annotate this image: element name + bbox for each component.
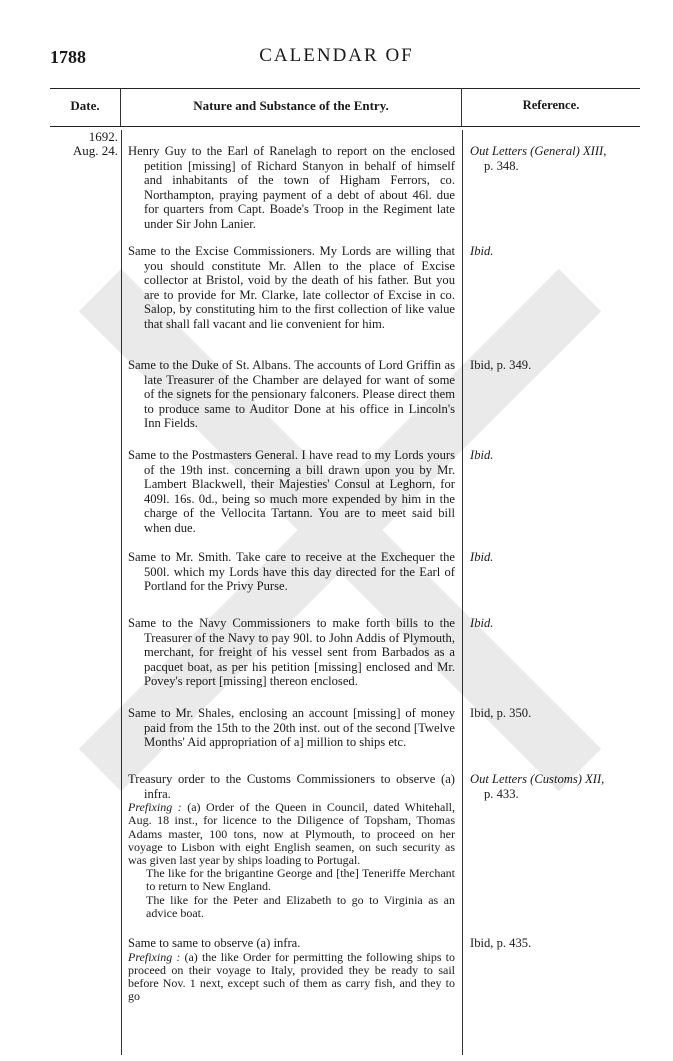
- reference-5: Ibid.: [470, 550, 494, 564]
- reference-page: p. 348.: [484, 158, 519, 173]
- reference-3: Ibid, p. 349.: [470, 358, 532, 372]
- entry-text: Henry Guy to the Earl of Ranelagh to report on the enclosed petition [missing] of Richard Stanyon in behalf of himself and inhabitants of the town of Higham Ferrors, co. Northampton, praying payment of a debt of about 46l. due for quarters from Capt. Boade's Troop in the Regiment late under Sir John Lanier.: [128, 144, 455, 231]
- entry-prefix: [128, 951, 455, 1004]
- entry-text: Treasury order to the Customs Commissioners to observe (a) infra.: [128, 772, 455, 801]
- date-day: Aug. 24.: [72, 143, 118, 158]
- entry-9: [128, 936, 455, 1003]
- entry-6: [128, 616, 455, 689]
- entry-like: The like for the brigantine George and [the] Teneriffe Merchant to return to New England.: [146, 866, 455, 894]
- reference-text: Out Letters (General) XIII,: [470, 144, 607, 158]
- entry-3: [128, 358, 455, 431]
- reference-text: Out Letters (Customs) XII,: [470, 772, 605, 786]
- entry-like: The like for the Peter and Elizabeth to go to Virginia as an advice boat.: [146, 892, 455, 920]
- reference-6: Ibid.: [470, 616, 494, 630]
- column-divider: [121, 130, 122, 1055]
- reference-page: p. 433.: [484, 786, 519, 801]
- table-header-rule: [50, 126, 640, 127]
- reference-4: Ibid.: [470, 448, 494, 462]
- date-year: 1692.: [88, 129, 118, 144]
- reference-2: Ibid.: [470, 244, 494, 258]
- entry-4: [128, 448, 455, 536]
- entry-text: Same to Mr. Shales, enclosing an account [missing] of money paid from the 15th to the 20th inst. out of the second [Twelve Months' Aid appropriation of a] million to ships etc.: [128, 706, 455, 750]
- column-header-reference: Reference.: [522, 98, 580, 112]
- prefix-label: Prefixing :: [128, 800, 182, 815]
- entry-text: Same to the Excise Commissioners. My Lords are willing that you should constitute Mr. Allen to the place of Excise collector at Bristol, void by the death of his father. But you are to provide for Mr. Clarke, late collector of Excise in co. Salop, by constituting him to the first collection of like value that shall fall vacant and lie convenient for him.: [128, 244, 455, 331]
- entry-text: Same to Mr. Smith. Take care to receive at the Exchequer the 500l. which my Lords have this day directed for the Earl of Portland for the Privy Purse.: [128, 550, 455, 594]
- reference-7: Ibid, p. 350.: [470, 706, 532, 720]
- column-divider: [120, 88, 121, 126]
- reference-9: Ibid, p. 435.: [470, 936, 532, 950]
- column-divider: [462, 130, 463, 1055]
- entry-7: [128, 706, 455, 750]
- column-divider: [461, 88, 462, 126]
- prefix-text: (a) the like Order for permitting the following ships to proceed on their voyage to Italy, provided they be ready to sail before Nov. 1 next, except such of them as carry fish, and they to go: [128, 949, 455, 1004]
- entry-2: [128, 244, 455, 332]
- entry-prefix: [128, 801, 455, 867]
- prefix-label: Prefixing :: [128, 949, 181, 964]
- reference-1: [470, 144, 640, 173]
- entry-1: [128, 144, 455, 232]
- table-top-rule: [50, 88, 640, 89]
- entry-text: Same to the Postmasters General. I have read to my Lords yours of the 19th inst. concerning a bill drawn upon you by Mr. Lambert Blackwell, their Majesties' Consul at Leghorn, for 409l. 16s. 0d., being so much more expended by him in the charge of the Vellocita Tartann. You are to meet said bill when due.: [128, 448, 455, 535]
- entry-5: [128, 550, 455, 594]
- entry-text: Same to the Duke of St. Albans. The accounts of Lord Griffin as late Treasurer of the Chamber are delayed for want of some of the signets for the pensionary falconers. Please direct them to produce same to Auditor Done at his office in Lincoln's Inn Fields.: [128, 358, 455, 431]
- prefix-text: (a) Order of the Queen in Council, dated Whitehall, Aug. 18 inst., for licence to the Diligence of Topsham, Thomas Adams master, 100 tons, now at Plymouth, to proceed on her voyage to Lisbon with eight English seamen, on such security as was given last year by ships loading to Portugal.: [128, 800, 455, 867]
- column-header-nature: Nature and Substance of the Entry.: [193, 98, 389, 113]
- page-number: 1788: [50, 47, 86, 67]
- column-header-date: Date.: [70, 98, 100, 113]
- reference-8: [470, 772, 640, 801]
- page-title: CALENDAR OF: [259, 45, 414, 66]
- entry-text: Same to the Navy Commissioners to make forth bills to the Treasurer of the Navy to pay 90l. to John Addis of Plymouth, merchant, for freight of his vessel sent from Barbados as a pacquet boat, as per his petition [missing] enclosed and Mr. Povey's report [missing] thereon enclosed.: [128, 616, 455, 689]
- entry-8: [128, 772, 455, 920]
- entry-text: Same to same to observe (a) infra.: [128, 936, 301, 950]
